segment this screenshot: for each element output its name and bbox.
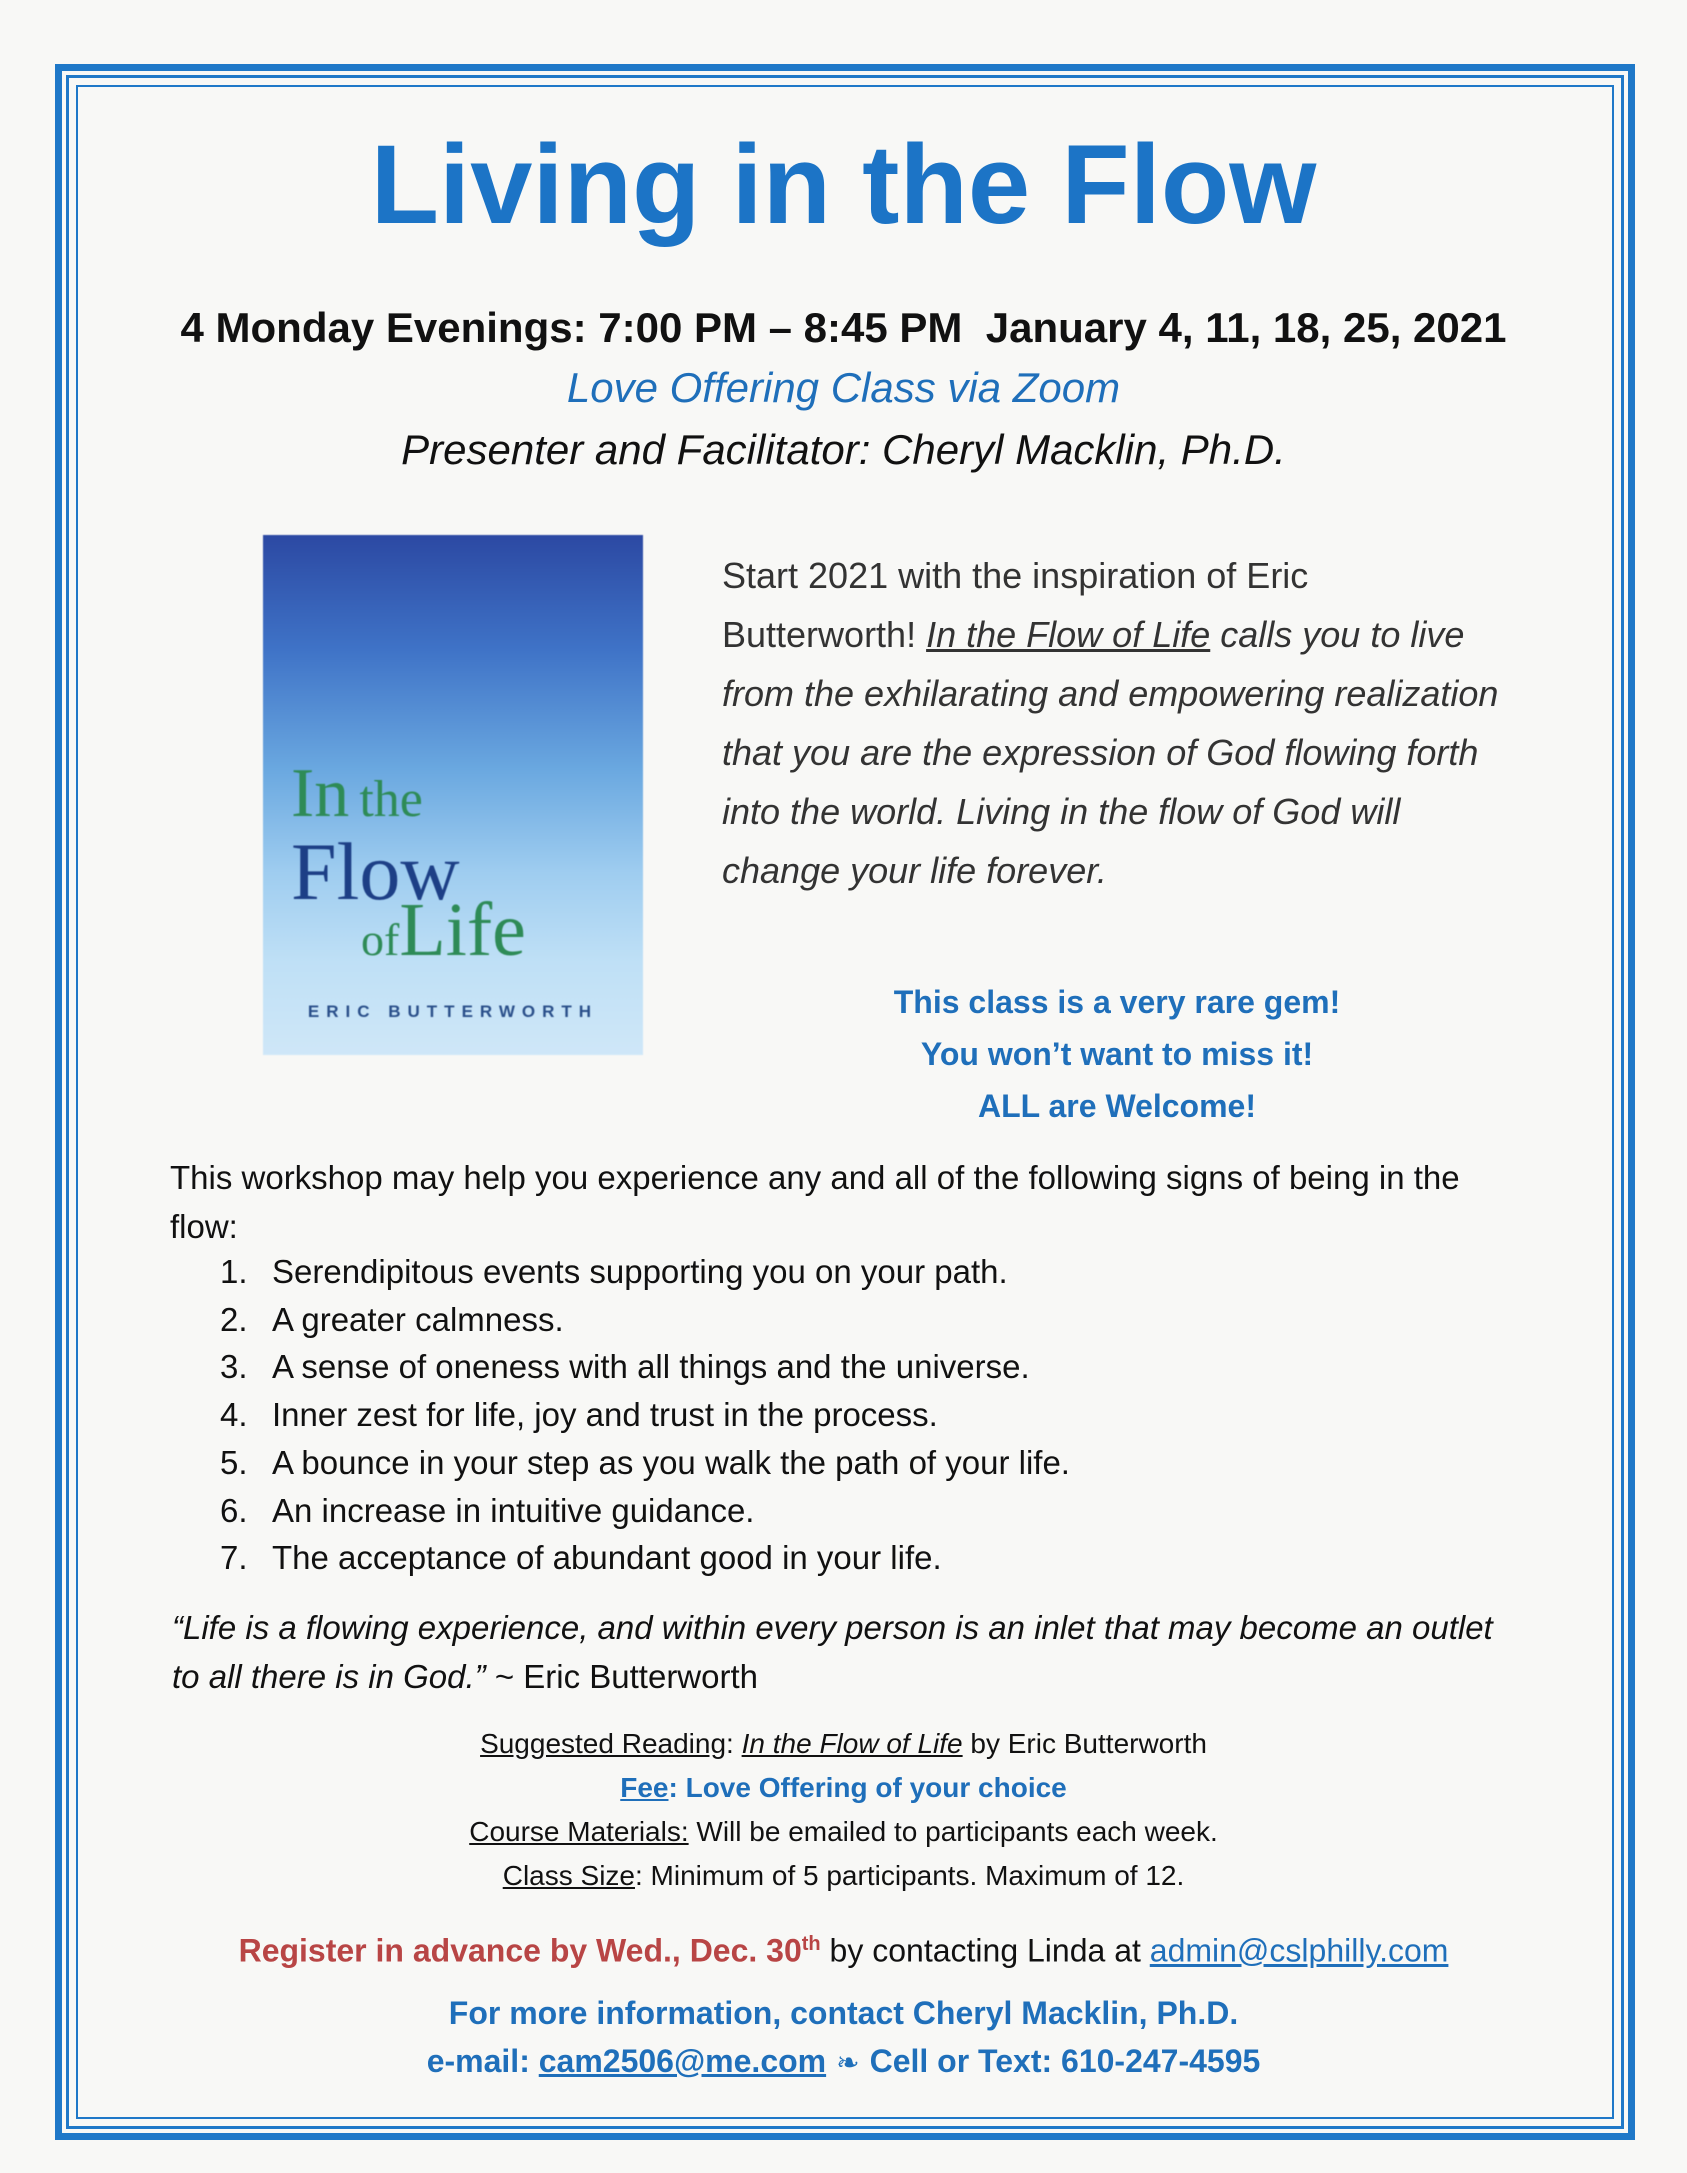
contact-cell: Cell or Text: 610-247-4595	[869, 2043, 1261, 2079]
workshop-intro: This workshop may help you experience any and all of the following signs of being in the flow:	[170, 1159, 1460, 1245]
list-item: 4. Inner zest for life, joy and trust in the process.	[220, 1396, 938, 1434]
intro-part1: Start 2021 with the inspiration of Eric Butterworth!	[722, 555, 1309, 655]
highlight-line-2: You won’t want to miss it!	[920, 1036, 1314, 1072]
flyer-title: Living in the Flow	[370, 122, 1317, 247]
contact-details: e-mail: cam2506@me.com ❧ Cell or Text: 610-247-4595	[0, 2041, 1687, 2083]
book-cover-author: ERIC BUTTERWORTH	[307, 1002, 599, 1021]
cover-word-life: Life	[399, 888, 526, 972]
highlight-line-3: ALL are Welcome!	[977, 1088, 1256, 1124]
book-cover-image	[263, 535, 643, 1055]
contact-email-link[interactable]: cam2506@me.com	[538, 2043, 827, 2079]
register-line: Register in advance by Wed., Dec. 30th by contacting Linda at admin@cslphilly.com	[238, 1932, 1449, 1969]
cover-word-in: In	[291, 755, 350, 832]
intro-paragraph	[722, 546, 1512, 900]
course-materials: Course Materials: Will be emailed to participants each week.	[469, 1816, 1218, 1847]
quote-text: “Life is a flowing experience, and within every person is an inlet that may become an outlet to all there is in God.”	[172, 1609, 1493, 1695]
list-item: 2. A greater calmness.	[220, 1300, 564, 1338]
intro-part2: calls you to live from the exhilarating and empowering realization that you are the expression of God flowing forth into the world. Living in the flow of God will change your life forever.	[722, 614, 1499, 891]
cover-word-the: the	[359, 771, 423, 828]
quote-attribution: ~ Eric Butterworth	[485, 1658, 759, 1695]
butterworth-quote	[172, 1603, 1512, 1701]
class-size: Class Size: Minimum of 5 participants. Maximum of 12.	[502, 1860, 1185, 1891]
contact-line: For more information, contact Cheryl Macklin, Ph.D.	[448, 1995, 1239, 2031]
schedule-line: 4 Monday Evenings: 7:00 PM – 8:45 PM January 4, 11, 18, 25, 2021	[180, 304, 1507, 351]
list-item: 7. The acceptance of abundant good in your life.	[220, 1539, 942, 1577]
list-item: 5. A bounce in your step as you walk the path of your life.	[220, 1443, 1070, 1481]
book-cover-title	[291, 755, 621, 980]
highlight-line-1: This class is a very rare gem!	[893, 984, 1341, 1020]
suggested-reading: Suggested Reading: In the Flow of Life by Eric Butterworth	[480, 1728, 1207, 1759]
class-format: Love Offering Class via Zoom	[566, 364, 1121, 411]
list-item: 1. Serendipitous events supporting you on your path.	[220, 1253, 1008, 1290]
ornament-icon: ❧	[836, 2047, 860, 2078]
cover-word-flow: Flow	[291, 826, 460, 917]
list-item: 6. An increase in intuitive guidance.	[220, 1491, 755, 1529]
signs-list	[220, 1248, 1520, 1582]
register-email-link[interactable]: admin@cslphilly.com	[1149, 1932, 1449, 1969]
list-item: 3. A sense of oneness with all things and the universe.	[220, 1348, 1030, 1386]
presenter-line: Presenter and Facilitator: Cheryl Macklin, Ph.D.	[401, 426, 1286, 473]
cover-word-of: of	[361, 914, 400, 965]
fee-line: Fee: Love Offering of your choice	[620, 1772, 1067, 1803]
intro-book-title: In the Flow of Life	[926, 614, 1211, 655]
register-deadline: Register in advance by Wed., Dec. 30	[238, 1932, 802, 1969]
